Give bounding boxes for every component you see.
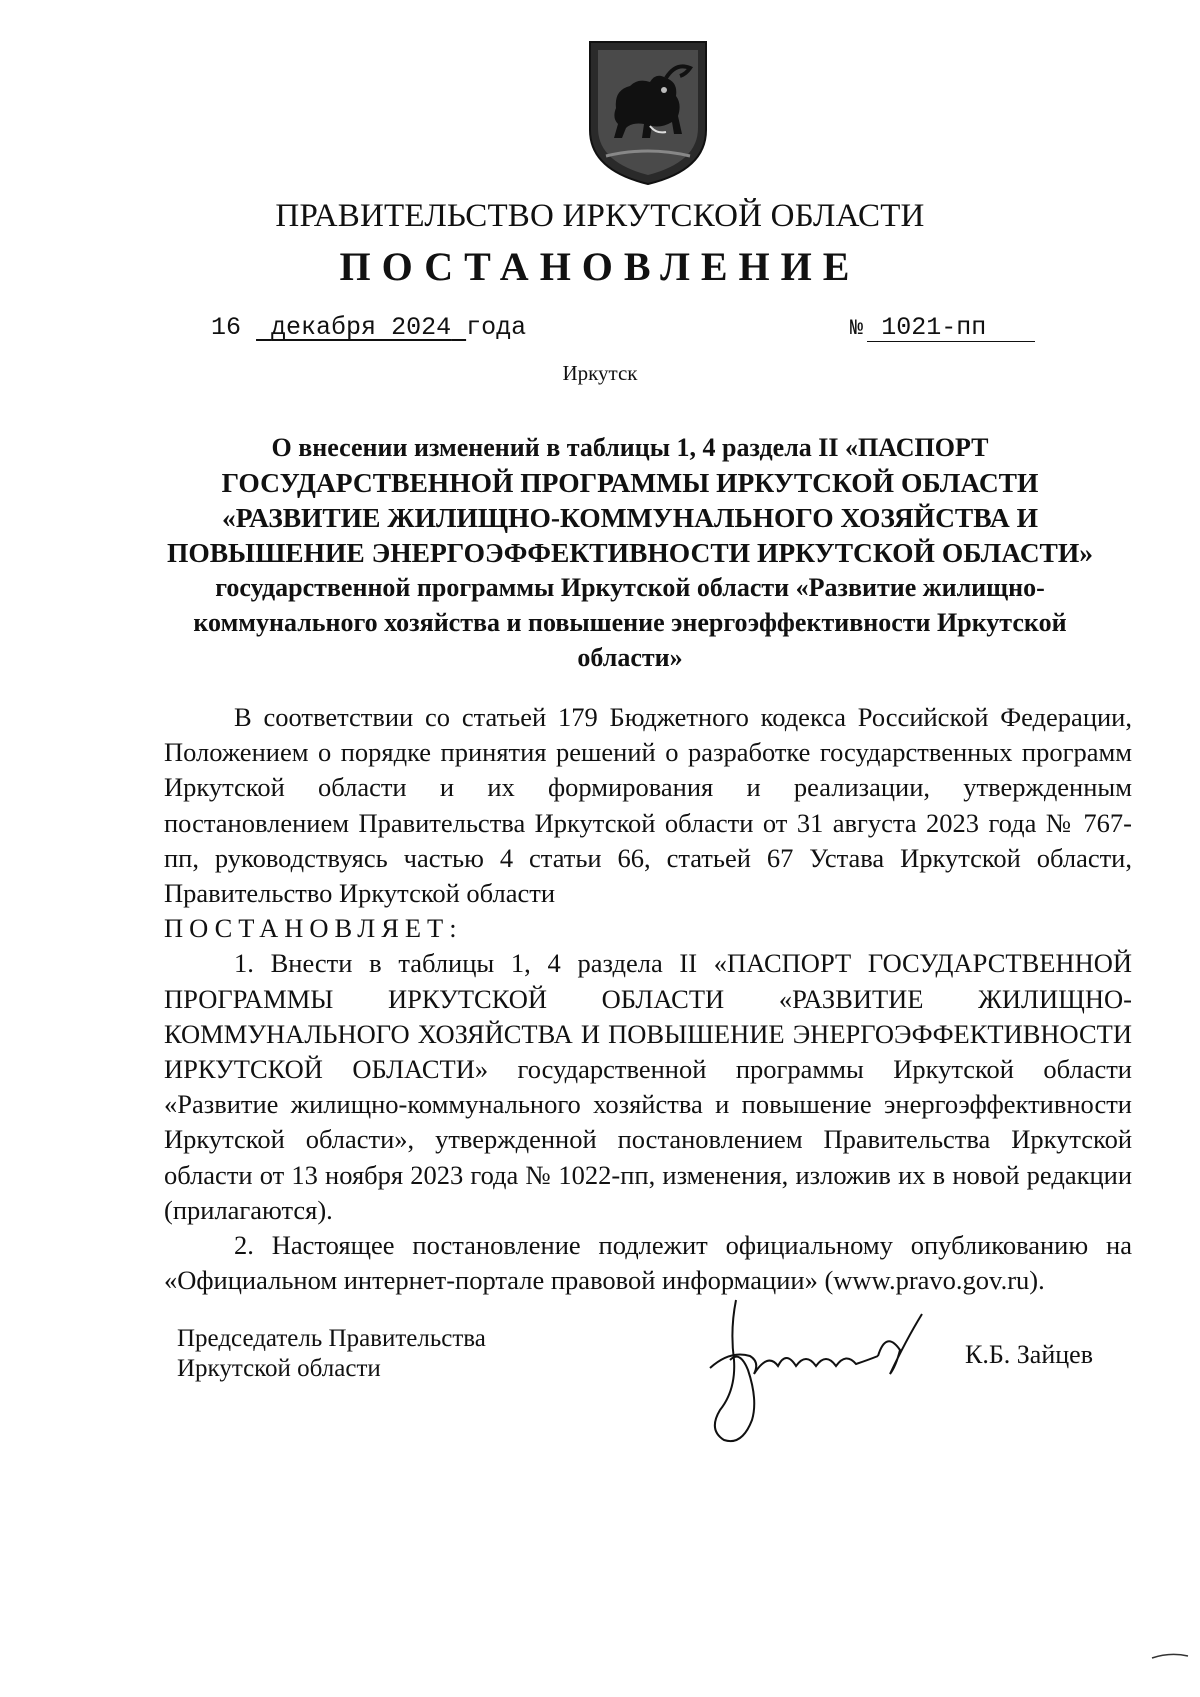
signer-title-line-2: Иркутской области	[177, 1355, 381, 1382]
preamble-paragraph: В соответствии со статьей 179 Бюджетного кодекса Российской Федерации, Положением о порядке принятия решений о разработке государственных программ Иркутской области и их формирования и реализации, утвержденным постановлением Правительства Иркутской области от 31 августа 2023 года № 767-пп, руководствуясь частью 4 статьи 66, статьей 67 Устава Иркутской области, Правительство Иркутской области	[164, 702, 1132, 909]
signer-name: К.Б. Зайцев	[965, 1340, 1093, 1369]
document-body	[164, 700, 1132, 1298]
document-subject	[160, 430, 1100, 675]
document-number	[850, 313, 1035, 342]
document-city: Иркутск	[562, 361, 638, 385]
document-type: ПОСТАНОВЛЕНИЕ	[339, 244, 861, 289]
subject-line-1: О внесении изменений в таблицы 1, 4 раздела II «ПАСПОРТ	[271, 433, 989, 462]
handwritten-signature-icon	[690, 1290, 960, 1450]
item-1-paragraph: 1. Внести в таблицы 1, 4 раздела II «ПАСПОРТ ГОСУДАРСТВЕННОЙ ПРОГРАММЫ ИРКУТСКОЙ ОБЛАСТИ «РАЗВИТИЕ ЖИЛИЩНО-КОММУНАЛЬНОГО ХОЗЯЙСТВА И ПОВЫШЕНИЕ ЭНЕРГОЭФФЕКТИВНОСТИ ИРКУТСКОЙ ОБЛАСТИ» государственной программы Иркутской области «Развитие жилищно-коммунального хозяйства и повышение энергоэффективности Иркутской области», утвержденной постановлением Правительства Иркутской области от 13 ноября 2023 года № 1022-пп, изменения, изложив их в новой редакции (прилагаются).	[164, 948, 1132, 1225]
irkutsk-coat-of-arms-icon	[586, 38, 710, 188]
subject-line-3: «РАЗВИТИЕ ЖИЛИЩНО-КОММУНАЛЬНОГО ХОЗЯЙСТВА И	[221, 502, 1039, 533]
number-value: 1021-пп	[867, 315, 1035, 342]
government-name: ПРАВИТЕЛЬСТВО ИРКУТСКОЙ ОБЛАСТИ	[275, 198, 925, 234]
number-sign: №	[850, 316, 864, 341]
signer-title	[177, 1324, 486, 1384]
resolves-heading: ПОСТАНОВЛЯЕТ:	[164, 913, 463, 944]
subject-line-2: ГОСУДАРСТВЕННОЙ ПРОГРАММЫ ИРКУТСКОЙ ОБЛАСТИ	[221, 467, 1039, 498]
margin-mark	[1150, 1650, 1190, 1662]
date-day: 16	[211, 313, 242, 342]
document-date	[211, 313, 526, 342]
date-suffix: года	[466, 313, 527, 342]
date-month-year: декабря 2024	[271, 313, 452, 342]
subject-line-4: ПОВЫШЕНИЕ ЭНЕРГОЭФФЕКТИВНОСТИ ИРКУТСКОЙ ОБЛАСТИ»	[166, 537, 1094, 568]
signer-title-line-1: Председатель Правительства	[177, 1325, 486, 1352]
subject-line-5: государственной программы Иркутской области «Развитие жилищно-коммунального хозяйства и повышение энергоэффективности Иркутской области»	[193, 573, 1067, 672]
item-2-paragraph: 2. Настоящее постановление подлежит официальному опубликованию на «Официальном интернет-портале правовой информации» (www.pravo.gov.ru).	[164, 1230, 1132, 1296]
